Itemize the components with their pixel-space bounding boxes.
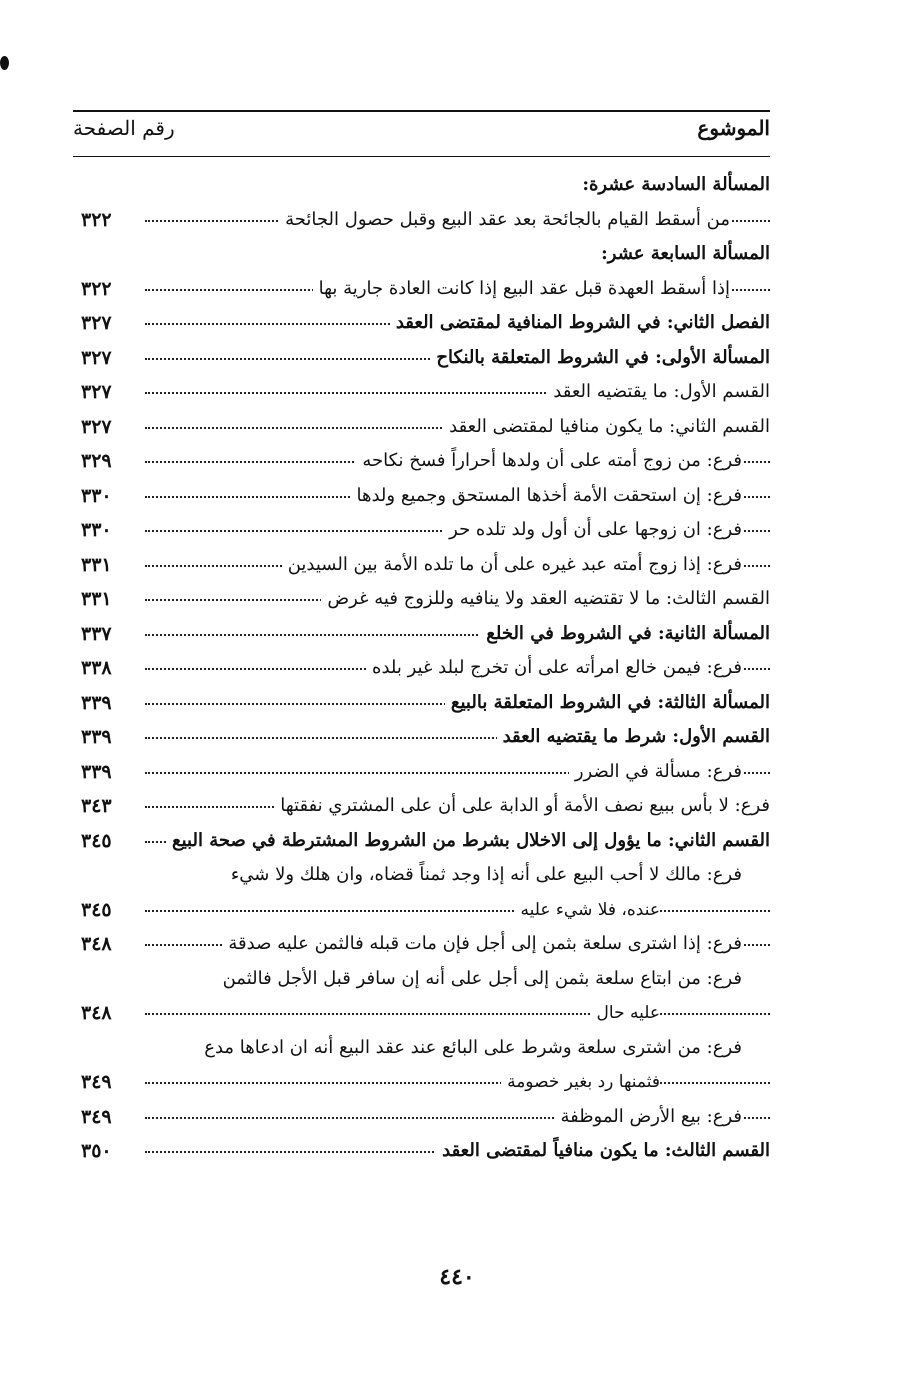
- toc-entry: [73, 272, 770, 307]
- toc-entry: [73, 686, 770, 721]
- toc-entry: [73, 237, 770, 272]
- toc-entry: [73, 1134, 770, 1169]
- toc-header: [73, 116, 770, 150]
- toc-entry-page: ٣٢٩: [81, 450, 112, 472]
- toc-entry-title: فرع: من ابتاع سلعة بثمن إلى أجل على أنه إن سافر قبل الأجل فالثمن: [217, 966, 742, 992]
- toc-entry-title: القسم الثالث: ما لا تقتضيه العقد ولا ينافيه وللزوج فيه غرض: [321, 586, 770, 612]
- toc-entry-title: فرع: إذا زوج أمته عبد غيره على أن ما تلده الأمة بين السيدين: [282, 552, 742, 578]
- toc-entry: [73, 789, 770, 824]
- page-number: ٤٤٠: [439, 1264, 475, 1290]
- toc-entry-title: فرع: من اشترى سلعة وشرط على البائع عند عقد البيع أنه ان ادعاها مدع: [198, 1035, 742, 1061]
- toc-entry-title: المسألة الثالثة: في الشروط المتعلقة بالبيع: [445, 690, 770, 716]
- toc-entry-title: القسم الثاني: ما يؤول إلى الاخلال بشرط من الشروط المشترطة في صحة البيع: [166, 828, 770, 854]
- toc-entry: [73, 444, 770, 479]
- topic-column-label: الموشوع: [697, 116, 770, 140]
- toc-entry-title: القسم الثالث: ما يكون منافياً لمقتضى العقد: [436, 1138, 770, 1164]
- toc-entry-page: ٣٥٠: [81, 1140, 112, 1162]
- toc-entry-title: القسم الأول: ما يقتضيه العقد: [547, 379, 770, 405]
- toc-entry: [73, 755, 770, 790]
- toc-entry-title: عنده، فلا شيء عليه: [515, 897, 661, 923]
- toc-entry-page: ٣٤٨: [81, 1002, 112, 1024]
- toc-entry-page: ٣٣٧: [81, 622, 112, 645]
- toc-entry-page: ٣٤٩: [81, 1105, 112, 1128]
- dot-leader: [145, 910, 770, 912]
- toc-entry: [73, 651, 770, 686]
- toc-entry-page: ٣٢٧: [81, 381, 112, 403]
- toc-entry-title: فرع: لا بأس ببيع نصف الأمة أو الدابة على أن على المشتري نفقتها: [274, 793, 770, 819]
- toc-entry-page: ٣٣٠: [81, 519, 112, 541]
- toc-entry: [73, 548, 770, 583]
- toc-entry-page: ٣٤٩: [81, 1071, 112, 1093]
- toc-entry-title: فرع: بيع الأرض الموظفة: [554, 1104, 742, 1130]
- toc-entry: [73, 479, 770, 514]
- toc-entry-page: ٣٢٢: [81, 208, 112, 231]
- toc-entry-page: ٣٣٩: [81, 691, 112, 714]
- toc-entry-title: المسألة السابعة عشر:: [595, 241, 770, 267]
- toc-entry-title: القسم الأول: شرط ما يقتضيه العقد: [497, 724, 770, 750]
- toc-entry: [73, 1031, 770, 1066]
- toc-entry-title: فرع: فيمن خالع امرأته على أن تخرج لبلد غير بلده: [366, 655, 742, 681]
- toc-entry: [73, 893, 770, 928]
- toc-entry-page: ٣٢٢: [81, 277, 112, 300]
- toc-entry-title: عليه حال: [591, 1000, 660, 1026]
- toc-entry-page: ٣٤٣: [81, 795, 112, 817]
- toc-entry-title: فرع: مالك لا أحب البيع على أنه إذا وجد ثمناً قضاه، وان هلك ولا شيء: [225, 862, 742, 888]
- toc-entry-page: ٣٤٨: [81, 933, 112, 955]
- toc-entry-title: من أسقط القيام بالجائحة بعد عقد البيع وقبل حصول الجائحة: [279, 207, 730, 233]
- toc-entry-page: ٣٣١: [81, 553, 112, 576]
- page-column-label: رقم الصفحة: [73, 116, 175, 140]
- toc-entry: [73, 375, 770, 410]
- toc-entry: [73, 513, 770, 548]
- toc-entry-title: الفصل الثاني: في الشروط المنافية لمقتضى العقد: [390, 310, 770, 336]
- toc-entry-page: ٣٤٥: [81, 898, 112, 921]
- toc-entry-title: فرع: ان زوجها على أن أول ولد تلده حر: [443, 517, 742, 543]
- toc-entry: [73, 582, 770, 617]
- toc-entry-page: ٣٣١: [81, 588, 112, 610]
- toc-entry-title: إذا أسقط العهدة قبل عقد البيع إذا كانت العادة جارية بها: [313, 276, 730, 302]
- toc-entry: [73, 306, 770, 341]
- header-bottom-rule: [73, 156, 770, 157]
- toc-entry: [73, 858, 770, 893]
- toc-entry: [73, 1065, 770, 1100]
- toc-entry-title: المسألة الثانية: في الشروط في الخلع: [480, 621, 770, 647]
- toc-entry-title: المسألة السادسة عشرة:: [576, 172, 770, 198]
- toc-entry-title: فرع: من زوج أمته على أن ولدها أحراراً فسخ نكاحه: [356, 448, 742, 474]
- toc-entry-title: فثمنها رد بغير خصومة: [501, 1069, 660, 1095]
- toc-entry: [73, 203, 770, 238]
- toc-entry-page: ٣٢٧: [81, 415, 112, 438]
- toc-entry: [73, 720, 770, 755]
- toc-entry-title: فرع: مسألة في الضرر: [569, 759, 742, 785]
- toc-entry-page: ٣٣٩: [81, 726, 112, 748]
- toc-entry-page: ٣٤٥: [81, 829, 112, 852]
- toc-entry-page: ٣٣٩: [81, 760, 112, 783]
- dot-leader: [145, 1082, 770, 1084]
- toc-entry-title: فرع: إذا اشترى سلعة بثمن إلى أجل فإن مات قبله فالثمن عليه صدقة: [222, 931, 742, 957]
- header-top-rule: [73, 110, 770, 112]
- toc-entry: [73, 996, 770, 1031]
- toc-entry-page: ٣٣٠: [81, 484, 112, 507]
- toc-entry: [73, 962, 770, 997]
- table-of-contents: [73, 168, 770, 1169]
- margin-ink-mark: [0, 56, 9, 70]
- toc-entry-page: ٣٢٧: [81, 346, 112, 369]
- toc-entry-title: القسم الثاني: ما يكون منافيا لمقتضى العقد: [443, 414, 770, 440]
- toc-entry-title: المسألة الأولى: في الشروط المتعلقة بالنكاح: [430, 345, 770, 371]
- toc-entry: [73, 824, 770, 859]
- toc-entry: [73, 927, 770, 962]
- toc-entry: [73, 168, 770, 203]
- toc-entry: [73, 1100, 770, 1135]
- toc-entry-page: ٣٢٧: [81, 312, 112, 334]
- toc-entry: [73, 341, 770, 376]
- toc-entry: [73, 410, 770, 445]
- toc-entry-page: ٣٣٨: [81, 657, 112, 679]
- toc-entry: [73, 617, 770, 652]
- dot-leader: [145, 1013, 770, 1015]
- toc-entry-title: فرع: إن استحقت الأمة أخذها المستحق وجميع ولدها: [351, 483, 743, 509]
